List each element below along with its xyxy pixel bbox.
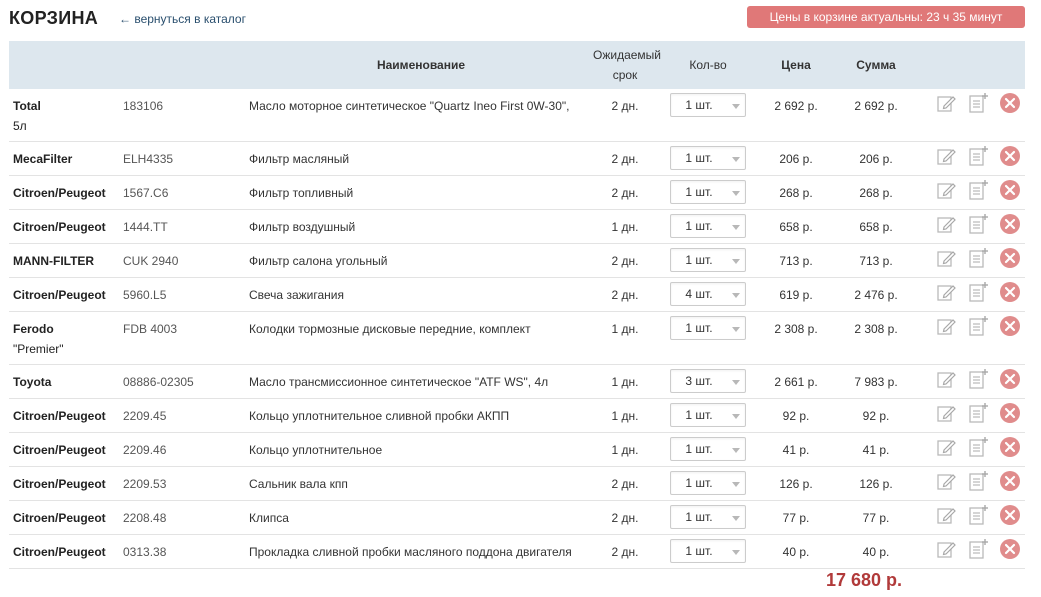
remove-icon[interactable] — [999, 504, 1021, 526]
edit-icon[interactable] — [935, 281, 957, 303]
due-cell: 1 дн. — [611, 375, 639, 389]
brand-cell — [9, 467, 119, 501]
article-cell: 2208.48 — [123, 511, 167, 525]
qty-cell — [657, 210, 759, 244]
product-name-cell: Кольцо уплотнительное — [249, 443, 383, 457]
sum-cell: 92 р. — [862, 409, 890, 423]
qty-cell — [657, 89, 759, 142]
edit-icon[interactable] — [935, 145, 957, 167]
remove-icon[interactable] — [999, 470, 1021, 492]
sum-cell: 713 р. — [859, 254, 893, 268]
brand-sub-label: 5л — [13, 119, 27, 133]
add-to-list-icon[interactable] — [967, 538, 989, 560]
qty-cell — [657, 433, 759, 467]
due-cell: 1 дн. — [611, 220, 639, 234]
table-row — [9, 467, 1025, 501]
quantity-select[interactable] — [670, 437, 746, 461]
actions-cell — [919, 535, 1025, 569]
brand-label: Citroen/Peugeot — [13, 186, 106, 200]
chevron-down-icon — [732, 191, 740, 196]
due-cell: 2 дн. — [611, 152, 639, 166]
brand-cell — [9, 312, 119, 365]
quantity-value: 3 шт. — [685, 374, 713, 388]
quantity-value: 1 шт. — [685, 253, 713, 267]
remove-icon[interactable] — [999, 436, 1021, 458]
actions-cell — [919, 501, 1025, 535]
price-cell: 619 р. — [779, 288, 813, 302]
brand-label: MecaFilter — [13, 152, 73, 166]
cart-total: 17 680 р. — [826, 570, 903, 590]
due-cell: 2 дн. — [611, 254, 639, 268]
cart-table-wrap — [9, 41, 1025, 569]
brand-cell — [9, 501, 119, 535]
table-row — [9, 89, 1025, 142]
product-name-cell: Сальник вала кпп — [249, 477, 348, 491]
chevron-down-icon — [732, 380, 740, 385]
table-row — [9, 176, 1025, 210]
product-name-cell: Фильтр воздушный — [249, 220, 356, 234]
quantity-select[interactable] — [670, 248, 746, 272]
price-cell: 77 р. — [782, 511, 810, 525]
article-cell: 183106 — [123, 99, 164, 113]
article-cell: 08886-02305 — [123, 375, 194, 389]
price-cell: 2 661 р. — [774, 375, 818, 389]
remove-icon[interactable] — [999, 179, 1021, 201]
remove-icon[interactable] — [999, 92, 1021, 114]
product-name-cell: Клипса — [249, 511, 289, 525]
table-row — [9, 278, 1025, 312]
brand-label: Citroen/Peugeot — [13, 220, 106, 234]
table-header-row — [9, 41, 1025, 89]
header-due: Ожидаемый срок — [593, 48, 661, 82]
brand-cell — [9, 244, 119, 278]
header-qty: Кол-во — [689, 58, 727, 72]
quantity-select[interactable] — [670, 471, 746, 495]
quantity-value: 1 шт. — [685, 185, 713, 199]
quantity-select[interactable] — [670, 180, 746, 204]
qty-cell — [657, 176, 759, 210]
edit-icon[interactable] — [935, 402, 957, 424]
remove-icon[interactable] — [999, 145, 1021, 167]
brand-cell — [9, 535, 119, 569]
product-name-cell: Кольцо уплотнительное сливной пробки АКПП — [249, 409, 510, 423]
header-sum: Сумма — [856, 58, 896, 72]
product-name-cell: Свеча зажигания — [249, 288, 344, 302]
table-row — [9, 244, 1025, 278]
header-price: Цена — [781, 58, 811, 72]
price-cell: 206 р. — [779, 152, 813, 166]
qty-cell — [657, 312, 759, 365]
sum-cell: 77 р. — [862, 511, 890, 525]
chevron-down-icon — [732, 516, 740, 521]
chevron-down-icon — [732, 293, 740, 298]
quantity-select[interactable] — [670, 316, 746, 340]
article-cell: CUK 2940 — [123, 254, 179, 268]
add-to-list-icon[interactable] — [967, 179, 989, 201]
remove-icon[interactable] — [999, 538, 1021, 560]
actions-cell — [919, 467, 1025, 501]
brand-label: Citroen/Peugeot — [13, 288, 106, 302]
brand-cell — [9, 278, 119, 312]
brand-cell — [9, 433, 119, 467]
due-cell: 1 дн. — [611, 409, 639, 423]
brand-label: Citroen/Peugeot — [13, 443, 106, 457]
add-to-list-icon[interactable] — [967, 281, 989, 303]
price-cell: 268 р. — [779, 186, 813, 200]
remove-icon[interactable] — [999, 402, 1021, 424]
article-cell: 2209.45 — [123, 409, 167, 423]
remove-icon[interactable] — [999, 315, 1021, 337]
chevron-down-icon — [732, 550, 740, 555]
qty-cell — [657, 278, 759, 312]
brand-cell — [9, 210, 119, 244]
actions-cell — [919, 278, 1025, 312]
brand-cell — [9, 142, 119, 176]
add-to-list-icon[interactable] — [967, 247, 989, 269]
add-to-list-icon[interactable] — [967, 470, 989, 492]
chevron-down-icon — [732, 104, 740, 109]
chevron-down-icon — [732, 225, 740, 230]
quantity-value: 1 шт. — [685, 510, 713, 524]
add-to-list-icon[interactable] — [967, 436, 989, 458]
quantity-select[interactable] — [670, 505, 746, 529]
add-to-list-icon[interactable] — [967, 402, 989, 424]
edit-icon[interactable] — [935, 92, 957, 114]
product-name-cell: Прокладка сливной пробки масляного поддона двигателя — [249, 545, 572, 559]
sum-cell: 41 р. — [862, 443, 890, 457]
actions-cell — [919, 176, 1025, 210]
table-row — [9, 142, 1025, 176]
sum-cell: 2 692 р. — [854, 99, 898, 113]
actions-cell — [919, 433, 1025, 467]
actions-cell — [919, 312, 1025, 365]
actions-cell — [919, 399, 1025, 433]
brand-label: Total — [13, 99, 41, 113]
article-cell: 5960.L5 — [123, 288, 167, 302]
price-cell: 713 р. — [779, 254, 813, 268]
chevron-down-icon — [732, 448, 740, 453]
page-title: КОРЗИНА — [9, 8, 99, 28]
product-name-cell: Фильтр салона угольный — [249, 254, 388, 268]
quantity-value: 1 шт. — [685, 151, 713, 165]
article-cell: 0313.38 — [123, 545, 167, 559]
price-cell: 658 р. — [779, 220, 813, 234]
product-name-cell: Фильтр топливный — [249, 186, 354, 200]
qty-cell — [657, 142, 759, 176]
cart-body — [9, 89, 1025, 569]
price-cell: 92 р. — [782, 409, 810, 423]
actions-cell — [919, 244, 1025, 278]
quantity-value: 1 шт. — [685, 476, 713, 490]
table-row — [9, 501, 1025, 535]
cart-table — [9, 41, 1025, 569]
chevron-down-icon — [732, 482, 740, 487]
quantity-select[interactable] — [670, 146, 746, 170]
quantity-select[interactable] — [670, 403, 746, 427]
qty-cell — [657, 399, 759, 433]
edit-icon[interactable] — [935, 368, 957, 390]
quantity-value: 1 шт. — [685, 408, 713, 422]
due-cell: 2 дн. — [611, 511, 639, 525]
due-cell: 2 дн. — [611, 545, 639, 559]
article-cell: 2209.53 — [123, 477, 167, 491]
edit-icon[interactable] — [935, 504, 957, 526]
header-brand — [9, 41, 119, 89]
edit-icon[interactable] — [935, 315, 957, 337]
brand-label: MANN-FILTER — [13, 254, 95, 268]
quantity-select[interactable] — [670, 93, 746, 117]
brand-label: Citroen/Peugeot — [13, 477, 106, 491]
qty-cell — [657, 244, 759, 278]
table-row — [9, 535, 1025, 569]
price-cell: 126 р. — [779, 477, 813, 491]
qty-cell — [657, 365, 759, 399]
article-cell: 1444.TT — [123, 220, 168, 234]
header-article — [119, 41, 249, 89]
brand-label: Ferodo — [13, 322, 54, 336]
qty-cell — [657, 501, 759, 535]
edit-icon[interactable] — [935, 213, 957, 235]
price-cell: 40 р. — [782, 545, 810, 559]
actions-cell — [919, 89, 1025, 142]
due-cell: 2 дн. — [611, 99, 639, 113]
brand-cell — [9, 176, 119, 210]
due-cell: 2 дн. — [611, 186, 639, 200]
cart-header — [0, 0, 1041, 40]
product-name-cell: Колодки тормозные дисковые передние, комплект — [249, 322, 531, 336]
add-to-list-icon[interactable] — [967, 92, 989, 114]
article-cell: 1567.C6 — [123, 186, 169, 200]
header-name: Наименование — [376, 58, 466, 72]
brand-cell — [9, 89, 119, 142]
quantity-value: 1 шт. — [685, 442, 713, 456]
edit-icon[interactable] — [935, 436, 957, 458]
brand-label: Citroen/Peugeot — [13, 511, 106, 525]
due-cell: 2 дн. — [611, 477, 639, 491]
price-validity-notice: Цены в корзине актуальны: 23 ч 35 минут — [747, 6, 1025, 28]
sum-cell: 658 р. — [859, 220, 893, 234]
sum-cell: 2 476 р. — [854, 288, 898, 302]
remove-icon[interactable] — [999, 213, 1021, 235]
add-to-list-icon[interactable] — [967, 504, 989, 526]
product-name-cell: Фильтр масляный — [249, 152, 350, 166]
product-name-cell: Масло трансмиссионное синтетическое "ATF WS", 4л — [249, 375, 549, 389]
brand-sub-label: "Premier" — [13, 342, 64, 356]
sum-cell: 206 р. — [859, 152, 893, 166]
add-to-list-icon[interactable] — [967, 368, 989, 390]
due-cell: 1 дн. — [611, 443, 639, 457]
article-cell: ELH4335 — [123, 152, 174, 166]
header-actions — [919, 41, 1025, 89]
sum-cell: 2 308 р. — [854, 322, 898, 336]
quantity-value: 1 шт. — [685, 321, 713, 335]
add-to-list-icon[interactable] — [967, 315, 989, 337]
remove-icon[interactable] — [999, 281, 1021, 303]
qty-cell — [657, 467, 759, 501]
quantity-select[interactable] — [670, 214, 746, 238]
actions-cell — [919, 210, 1025, 244]
edit-icon[interactable] — [935, 179, 957, 201]
product-name-cell: Масло моторное синтетическое "Quartz Ineo First 0W-30", — [249, 99, 570, 113]
sum-cell: 40 р. — [862, 545, 890, 559]
price-cell: 2 692 р. — [774, 99, 818, 113]
table-row — [9, 433, 1025, 467]
quantity-value: 4 шт. — [685, 287, 713, 301]
brand-cell — [9, 399, 119, 433]
quantity-select[interactable] — [670, 369, 746, 393]
sum-cell: 268 р. — [859, 186, 893, 200]
chevron-down-icon — [732, 327, 740, 332]
table-row — [9, 365, 1025, 399]
price-cell: 2 308 р. — [774, 322, 818, 336]
price-cell: 41 р. — [782, 443, 810, 457]
edit-icon[interactable] — [935, 470, 957, 492]
quantity-select[interactable] — [670, 282, 746, 306]
actions-cell — [919, 142, 1025, 176]
table-row — [9, 399, 1025, 433]
back-to-catalog-link[interactable]: ← вернуться в каталог — [119, 12, 246, 26]
table-row — [9, 210, 1025, 244]
quantity-select[interactable] — [670, 539, 746, 563]
chevron-down-icon — [732, 157, 740, 162]
brand-label: Toyota — [13, 375, 52, 389]
quantity-value: 1 шт. — [685, 219, 713, 233]
sum-cell: 7 983 р. — [854, 375, 898, 389]
add-to-list-icon[interactable] — [967, 145, 989, 167]
add-to-list-icon[interactable] — [967, 213, 989, 235]
remove-icon[interactable] — [999, 368, 1021, 390]
edit-icon[interactable] — [935, 538, 957, 560]
sum-cell: 126 р. — [859, 477, 893, 491]
edit-icon[interactable] — [935, 247, 957, 269]
brand-cell — [9, 365, 119, 399]
article-cell: 2209.46 — [123, 443, 167, 457]
due-cell: 2 дн. — [611, 288, 639, 302]
brand-label: Citroen/Peugeot — [13, 409, 106, 423]
qty-cell — [657, 535, 759, 569]
article-cell: FDB 4003 — [123, 322, 178, 336]
due-cell: 1 дн. — [611, 322, 639, 336]
remove-icon[interactable] — [999, 247, 1021, 269]
quantity-value: 1 шт. — [685, 544, 713, 558]
quantity-value: 1 шт. — [685, 98, 713, 112]
chevron-down-icon — [732, 259, 740, 264]
table-row — [9, 312, 1025, 365]
actions-cell — [919, 365, 1025, 399]
chevron-down-icon — [732, 414, 740, 419]
brand-label: Citroen/Peugeot — [13, 545, 106, 559]
